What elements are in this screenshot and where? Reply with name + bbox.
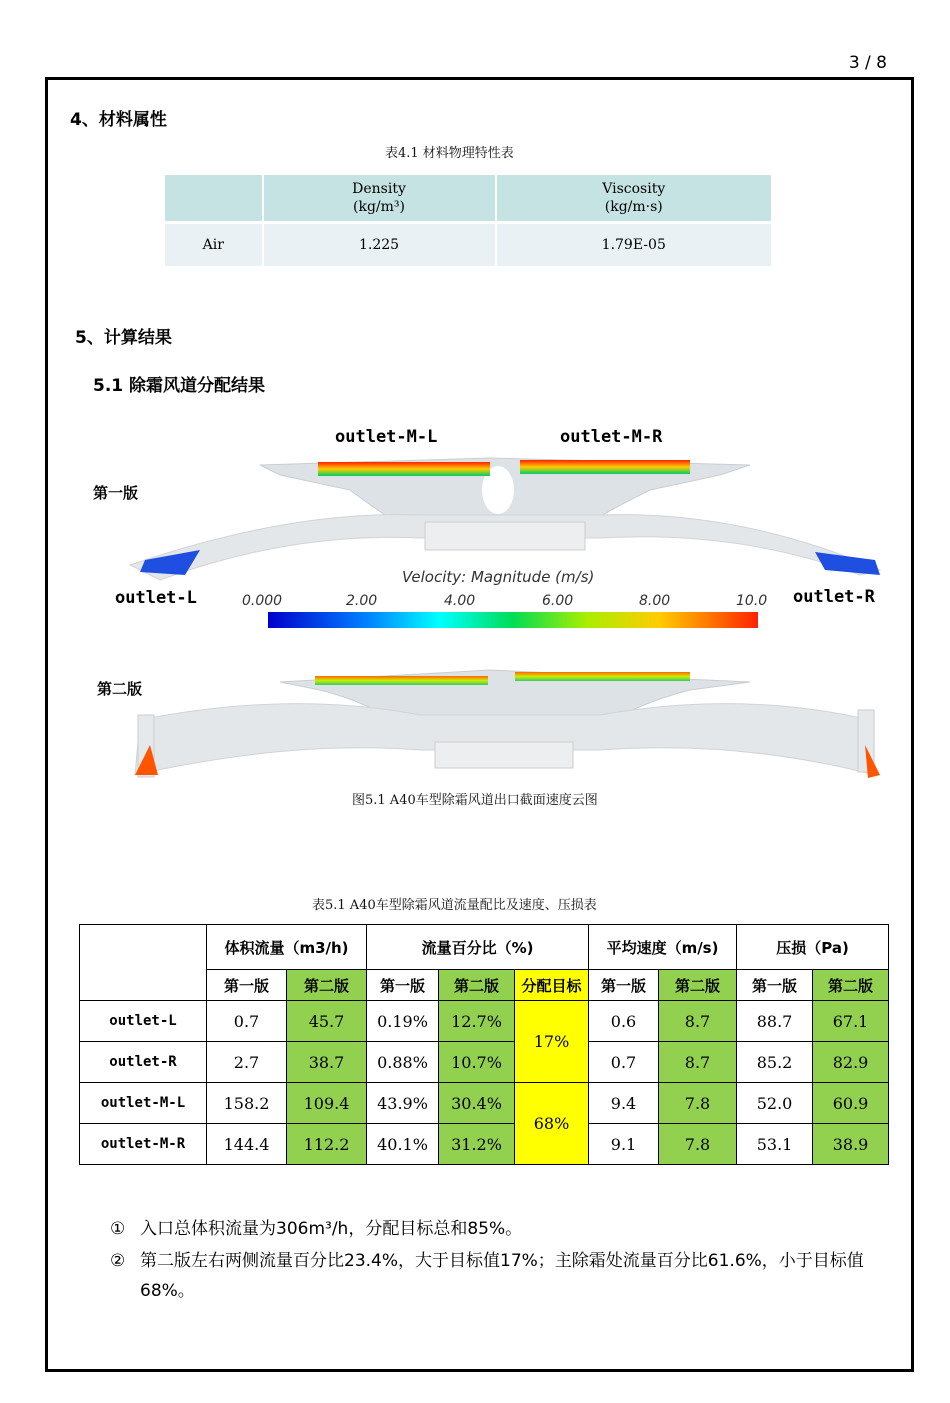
colorbar-title: Velocity: Magnitude (m/s) (402, 568, 595, 586)
sub-header: 第一版 (367, 970, 439, 1001)
label-outlet-r: outlet-R (793, 587, 875, 607)
colorbar-tick: 0.000 (242, 593, 283, 609)
table-row: outlet-L 0.7 45.7 0.19% 12.7% 17% 0.6 8.7 88.7 67.1 (80, 1001, 889, 1042)
colorbar-tick: 10.0 (736, 593, 768, 609)
table-row: outlet-R 2.7 38.7 0.88% 10.7% 0.7 8.7 85.2 82.9 (80, 1042, 889, 1083)
label-outlet-m-l: outlet-M-L (335, 427, 438, 447)
label-version-2: 第二版 (97, 680, 143, 698)
colorbar-tick: 6.00 (542, 593, 574, 609)
target-main: 68% (515, 1083, 589, 1165)
material-header-empty (165, 175, 262, 221)
table-row: outlet-M-R 144.4 112.2 40.1% 31.2% 9.1 7.8 53.1 38.9 (80, 1124, 889, 1165)
sub-header: 第一版 (737, 970, 813, 1001)
target-side: 17% (515, 1001, 589, 1083)
table-row: outlet-M-L 158.2 109.4 43.9% 30.4% 68% 9.4 7.8 52.0 60.9 (80, 1083, 889, 1124)
colorbar-tick: 2.00 (346, 593, 378, 609)
sub-header: 第二版 (439, 970, 515, 1001)
section-4-title: 4、材料属性 (70, 110, 167, 130)
results-corner (80, 925, 207, 1001)
material-header-density: Density (kg/m³) (264, 175, 495, 221)
note-1: ① 入口总体积流量为306m³/h，分配目标总和85%。 (110, 1219, 523, 1239)
header-avg-velocity: 平均速度（m/s) (589, 925, 737, 970)
results-table (79, 924, 889, 1165)
sub-header-target: 分配目标 (515, 970, 589, 1001)
section-5-1-title: 5.1 除霜风道分配结果 (93, 376, 266, 396)
duct-illustration (90, 420, 890, 790)
sub-header: 第二版 (659, 970, 737, 1001)
table-4-1-caption: 表4.1 材料物理特性表 (385, 146, 514, 161)
header-pressure-loss: 压损（Pa) (737, 925, 889, 970)
sub-header: 第一版 (207, 970, 287, 1001)
header-volume-flow: 体积流量（m3/h) (207, 925, 367, 970)
table-5-1-caption: 表5.1 A40车型除霜风道流量配比及速度、压损表 (312, 898, 597, 913)
sub-header: 第二版 (813, 970, 889, 1001)
label-outlet-m-r: outlet-M-R (560, 427, 663, 447)
label-version-1: 第一版 (93, 484, 139, 502)
note-2: ② 第二版左右两侧流量百分比23.4%，大于目标值17%；主除霜处流量百分比61.6%，小于目标值68%。 (110, 1251, 864, 1301)
velocity-contour-figure (90, 420, 890, 790)
label-outlet-l: outlet-L (115, 588, 197, 608)
colorbar-tick: 8.00 (639, 593, 671, 609)
material-table (163, 172, 773, 269)
colorbar-tick: 4.00 (444, 593, 476, 609)
figure-5-1-caption: 图5.1 A40车型除霜风道出口截面速度云图 (352, 793, 598, 808)
header-flow-percent: 流量百分比（%) (367, 925, 589, 970)
material-header-viscosity: Viscosity (kg/m·s) (497, 175, 771, 221)
sub-header: 第一版 (589, 970, 659, 1001)
sub-header: 第二版 (287, 970, 367, 1001)
material-row: Air 1.225 1.79E-05 (165, 224, 771, 266)
section-5-title: 5、计算结果 (75, 328, 172, 348)
page-number: 3 / 8 (848, 53, 887, 73)
